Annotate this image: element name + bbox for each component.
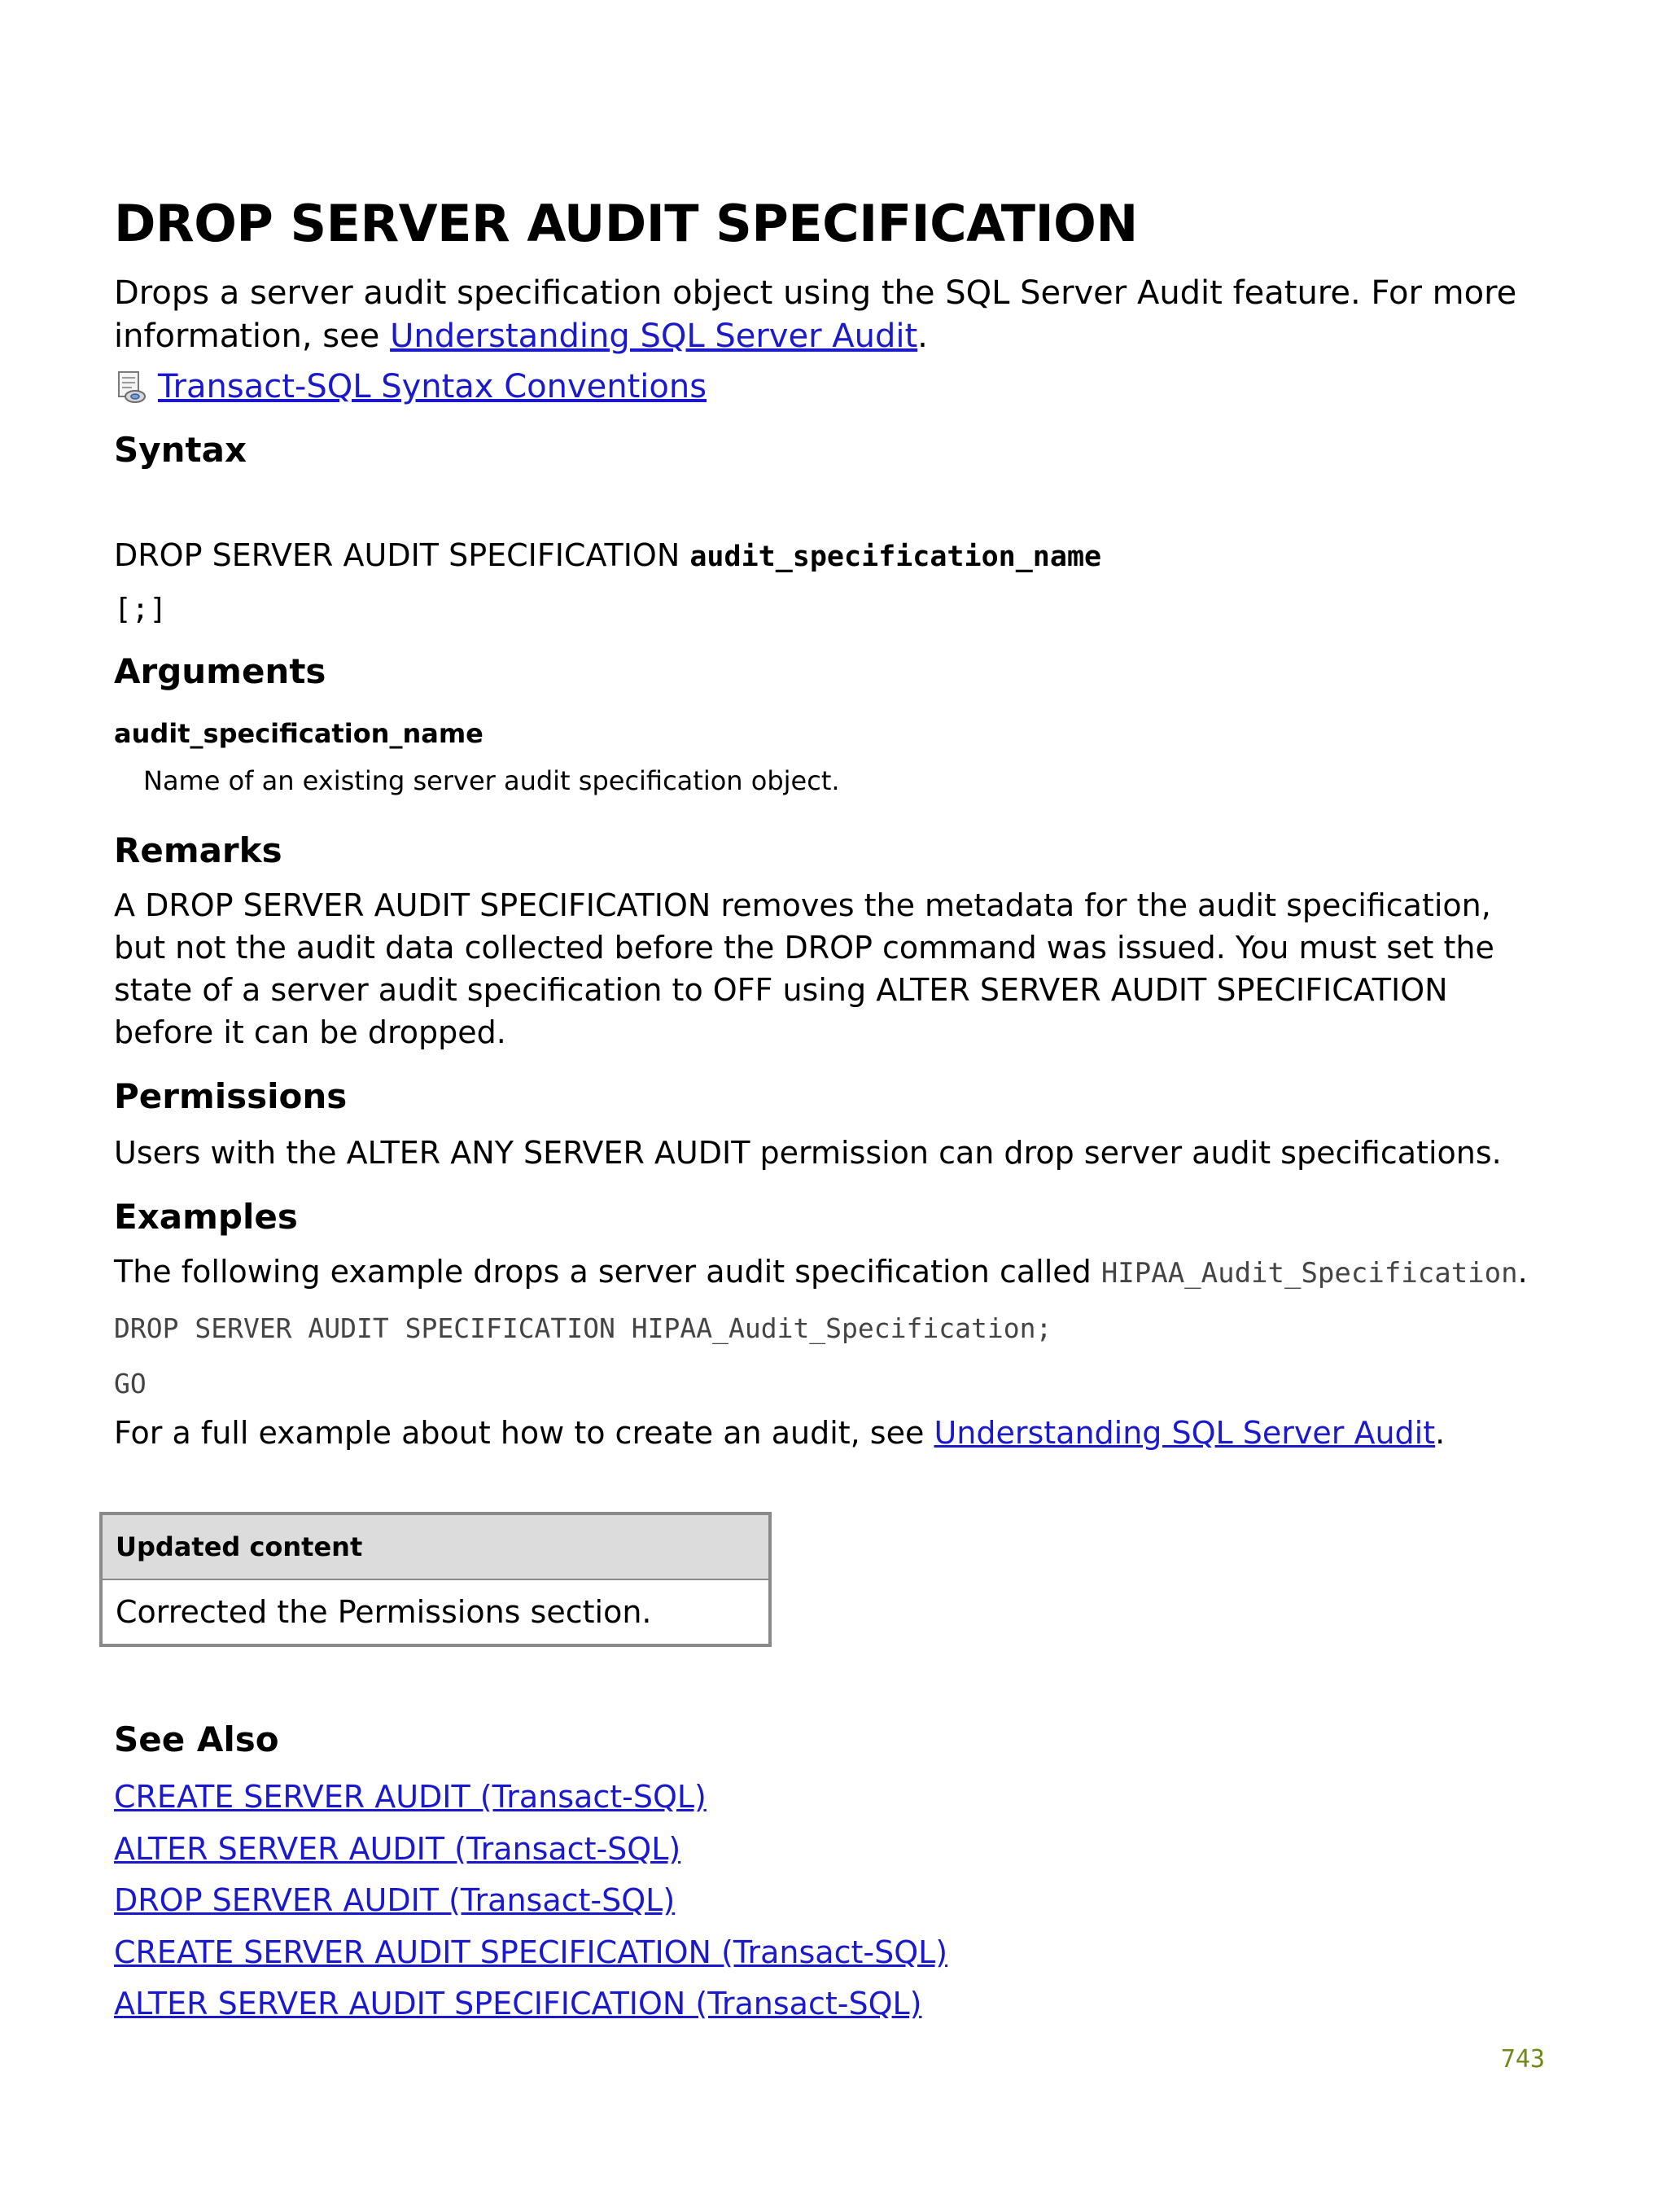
see-also-link-alter-server-audit-specification[interactable]: ALTER SERVER AUDIT SPECIFICATION (Transact-SQL) [114, 1986, 922, 2021]
list-item [114, 1978, 947, 2030]
list-item [114, 1824, 947, 1876]
see-also-link-create-server-audit-specification[interactable]: CREATE SERVER AUDIT SPECIFICATION (Transact-SQL) [114, 1934, 948, 1970]
code-line: DROP SERVER AUDIT SPECIFICATION HIPAA_Audit_Specification; [114, 1312, 1052, 1344]
argument-description: Name of an existing server audit specification object. [143, 765, 840, 796]
list-item [114, 1927, 947, 1979]
document-link-icon [114, 370, 150, 405]
remarks-text: A DROP SERVER AUDIT SPECIFICATION removes the metadata for the audit specification, but not the audit data collected before the DROP command was issued. You must set the state of a server audit specification to OFF using ALTER SERVER AUDIT SPECIFICATION before it can be dropped. [114, 887, 1494, 1050]
update-note-body: Corrected the Permissions section. [103, 1580, 768, 1644]
argument-name: audit_specification_name [114, 718, 483, 749]
examples-heading: Examples [114, 1197, 298, 1237]
intro-paragraph: Drops a server audit specification object using the SQL Server Audit feature. For more information, see Understanding SQL Server Audit. [114, 274, 1517, 355]
see-also-list [114, 1772, 947, 2030]
understanding-sql-server-audit-link[interactable]: Understanding SQL Server Audit [390, 318, 918, 355]
update-note-table [99, 1512, 772, 1647]
page-title: DROP SERVER AUDIT SPECIFICATION [114, 194, 1138, 253]
permissions-heading: Permissions [114, 1076, 348, 1116]
syntax-heading: Syntax [114, 430, 247, 470]
syntax-terminator: [;] [114, 593, 168, 626]
understanding-sql-server-audit-link[interactable]: Understanding SQL Server Audit [934, 1415, 1436, 1451]
arguments-heading: Arguments [114, 651, 326, 691]
page-number: 743 [1500, 2045, 1545, 2074]
code-line: GO [114, 1368, 147, 1399]
see-also-heading: See Also [114, 1719, 279, 1759]
see-also-link-drop-server-audit[interactable]: DROP SERVER AUDIT (Transact-SQL) [114, 1882, 676, 1918]
permissions-text: Users with the ALTER ANY SERVER AUDIT permission can drop server audit specifications. [114, 1135, 1502, 1171]
update-note-header: Updated content [103, 1515, 768, 1580]
examples-text: The following example drops a server audit specification called HIPAA_Audit_Specification. [114, 1254, 1528, 1290]
list-item [114, 1875, 947, 1927]
see-also-link-create-server-audit[interactable]: CREATE SERVER AUDIT (Transact-SQL) [114, 1779, 707, 1815]
syntax-conventions-row [114, 366, 707, 409]
syntax-argument: audit_specification_name [689, 541, 1102, 573]
intro-text: Drops a server audit specification object using the SQL Server Audit feature. For more information, see [114, 274, 1517, 355]
syntax-statement: DROP SERVER AUDIT SPECIFICATION audit_specification_name [114, 537, 1102, 573]
syntax-conventions-link[interactable]: Transact-SQL Syntax Conventions [158, 368, 707, 405]
inline-code: HIPAA_Audit_Specification [1100, 1257, 1518, 1290]
see-also-link-alter-server-audit[interactable]: ALTER SERVER AUDIT (Transact-SQL) [114, 1830, 681, 1867]
list-item [114, 1772, 947, 1824]
examples-followup: For a full example about how to create an audit, see Understanding SQL Server Audit. [114, 1415, 1446, 1451]
remarks-heading: Remarks [114, 830, 282, 870]
